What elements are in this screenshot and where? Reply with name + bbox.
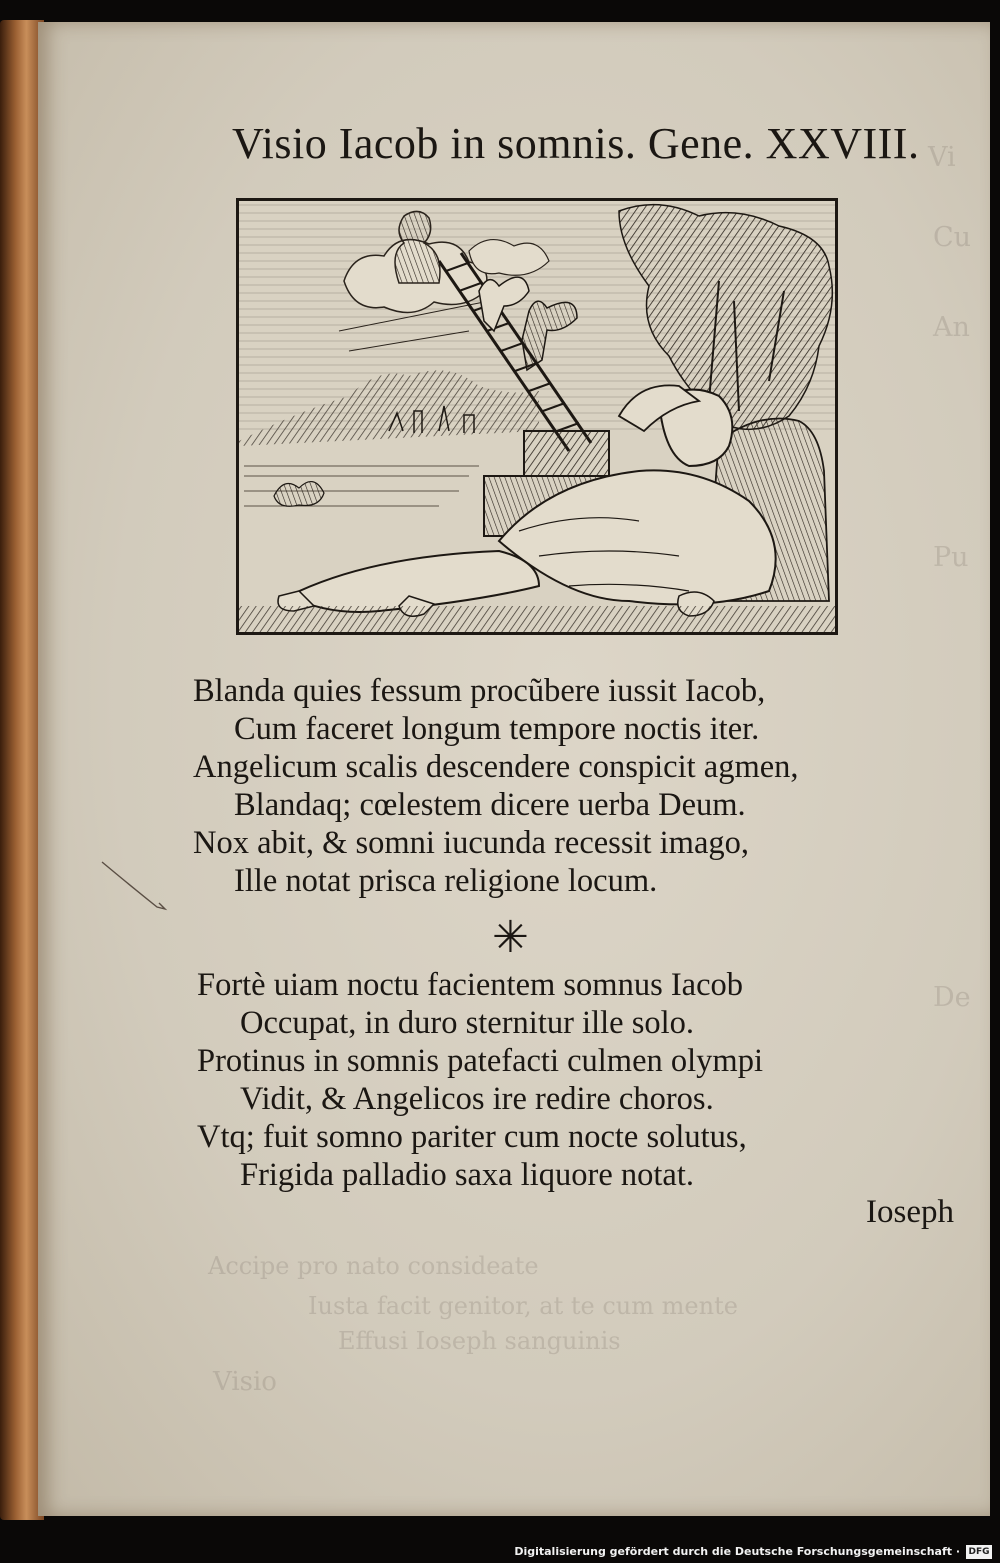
epigram-2-line-6: Frigida palladio saxa liquore notat. [240, 1157, 694, 1193]
separator-asterisk: ✳ [492, 912, 529, 963]
show-through-text: Visio [213, 1367, 277, 1397]
epigram-2-line-5: Vtq; fuit somno pariter cum nocte solutus, [197, 1119, 747, 1155]
epigram-2-line-1: Fortè uiam noctu facientem somnus Iacob [197, 967, 744, 1003]
show-through-text: An [933, 312, 970, 343]
epigram-2-line-4: Vidit, & Angelicos ire redire choros. [240, 1081, 714, 1117]
catchword: Ioseph [866, 1194, 954, 1230]
page-title: Visio Iacob in somnis. Gene. XXVIII. [232, 119, 920, 168]
dfg-logo: DFG [966, 1545, 992, 1559]
epigram-1-line-4: Blandaq; cœlestem dicere uerba Deum. [234, 787, 746, 823]
epigram-1-line-6: Ille notat prisca religione locum. [234, 863, 658, 899]
stray-pen-mark [100, 860, 170, 920]
show-through-text: Cu [933, 222, 972, 253]
show-through-text: De [933, 982, 971, 1013]
epigram-2-line-3: Protinus in somnis patefacti culmen olympi [197, 1043, 763, 1079]
digitization-credit: Digitalisierung gefördert durch die Deutsche Forschungsgemeinschaft · [514, 1545, 960, 1558]
epigram-1-line-5: Nox abit, & somni iucunda recessit imago, [193, 825, 750, 861]
epigram-2-line-2: Occupat, in duro sternitur ille solo. [240, 1005, 695, 1041]
show-through-text: Vi [928, 142, 956, 173]
epigram-1-line-3: Angelicum scalis descendere conspicit agmen, [193, 749, 799, 785]
jacobs-ladder-woodcut [239, 201, 835, 632]
show-through-text: Effusi Ioseph sanguinis [338, 1327, 621, 1355]
show-through-text: Pu [933, 542, 969, 573]
epigram-1-line-1: Blanda quies fessum procũbere iussit Iacob, [193, 673, 766, 709]
epigram-1-line-2: Cum faceret longum tempore noctis iter. [234, 711, 760, 747]
show-through-text: Iusta facit genitor, at te cum mente [308, 1292, 738, 1320]
show-through-text: Accipe pro nato consideate [208, 1252, 539, 1280]
woodcut-illustration [236, 198, 838, 635]
